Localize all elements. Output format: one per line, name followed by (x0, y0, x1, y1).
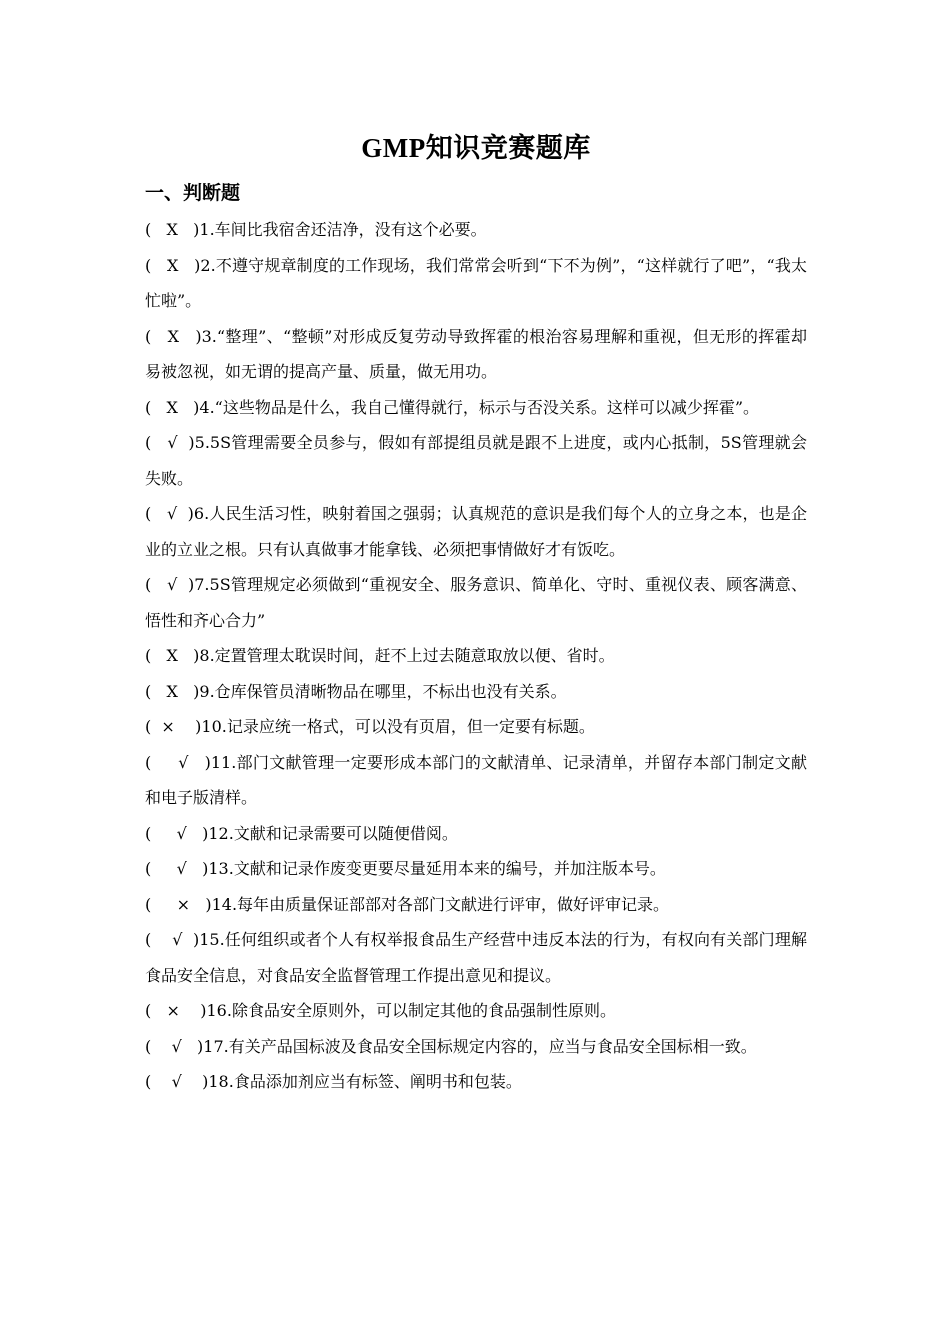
question-text: 3.“整理”、“整顿”对形成反复劳动导致挥霍的根治容易理解和重视，但无形的挥霍却易被忽视，如无谓的提高产量、质量，做无用功。 (145, 326, 807, 381)
question-item (145, 567, 807, 638)
question-text: 4.“这些物品是什么，我自己懂得就行，标示与否没关系。这样可以减少挥霍”。 (199, 397, 760, 417)
document-title: GMP知识竞赛题库 (361, 133, 591, 163)
question-item (145, 993, 807, 1029)
question-text: 7.5S管理规定必须做到“重视安全、服务意识、简单化、守时、重视仪表、顾客满意、悟性和齐心合力” (145, 575, 808, 630)
question-text: 16.除食品安全原则外，可以制定其他的食品强制性原则。 (206, 1001, 616, 1020)
question-item (145, 248, 807, 319)
question-item (145, 496, 807, 567)
answer-mark: ( X ) (145, 397, 200, 417)
question-text: 13.文献和记录作废变更要尽量延用本来的编号，并加注版本号。 (208, 859, 666, 878)
answer-mark: ( √ ) (145, 752, 211, 772)
answer-mark: ( X ) (145, 646, 200, 665)
answer-mark: ( √ ) (145, 823, 209, 843)
answer-mark: ( X ) (145, 255, 201, 275)
answer-mark: ( × ) (145, 717, 202, 736)
answer-mark: ( √ ) (145, 504, 194, 523)
question-list (145, 212, 807, 1100)
answer-mark: ( X ) (145, 681, 200, 701)
question-text: 14.每年由质量保证部部对各部门文献进行评审，做好评审记录。 (211, 894, 670, 914)
question-text: 5.5S管理需要全员参与，假如有部提组员就是跟不上进度，或内心抵制，5S管理就会失败。 (145, 433, 807, 488)
question-text: 11.部门文献管理一定要形成本部门的文献清单、记录清单，并留存本部门制定文献和电子版清样。 (145, 752, 807, 807)
answer-mark: ( √ ) (145, 1072, 209, 1091)
answer-mark: ( √ ) (145, 575, 195, 594)
question-text: 10.记录应统一格式，可以没有页眉，但一定要有标题。 (201, 717, 595, 736)
document-page (145, 128, 807, 1100)
answer-mark: ( √ ) (145, 930, 200, 949)
answer-mark: ( √ ) (145, 433, 195, 452)
question-text: 2.不遵守规章制度的工作现场，我们常常会听到“下不为例”，“这样就行了吧”，“我太忙啦”。 (145, 255, 808, 310)
answer-mark: ( X ) (145, 220, 200, 239)
question-item (145, 1029, 807, 1065)
question-text: 12.文献和记录需要可以随便借阅。 (208, 823, 458, 843)
question-item (145, 922, 807, 993)
question-text: 17.有关产品国标波及食品安全国标规定内容的，应当与食品安全国标相一致。 (203, 1036, 757, 1056)
question-item (145, 638, 807, 674)
question-item (145, 851, 807, 887)
question-text: 15.任何组织或者个人有权举报食品生产经营中违反本法的行为，有权向有关部门理解食品安全信息，对食品安全监督管理工作提出意见和提议。 (145, 930, 807, 985)
question-text: 1.车间比我宿舍还洁净，没有这个必要。 (199, 220, 487, 239)
question-text: 6.人民生活习性，映射着国之强弱；认真规范的意识是我们每个人的立身之本，也是企业的立业之根。只有认真做事才能拿钱、必须把事情做好才有饭吃。 (145, 504, 807, 559)
question-item (145, 745, 807, 816)
question-text: 8.定置管理太耽误时间，赶不上过去随意取放以便、省时。 (199, 646, 615, 665)
question-item (145, 1064, 807, 1100)
question-item (145, 319, 807, 390)
question-item (145, 390, 807, 426)
question-item (145, 887, 807, 923)
question-text: 18.食品添加剂应当有标签、阐明书和包装。 (208, 1072, 522, 1091)
answer-mark: ( × ) (145, 894, 212, 914)
question-item (145, 674, 807, 710)
question-item (145, 212, 807, 248)
question-item (145, 709, 807, 745)
answer-mark: ( √ ) (145, 859, 209, 878)
section-title: 一、判断题 (145, 182, 241, 204)
answer-mark: ( X ) (145, 326, 202, 346)
question-item (145, 816, 807, 852)
question-item (145, 425, 807, 496)
question-text: 9.仓库保管员清晰物品在哪里，不标出也没有关系。 (199, 681, 567, 701)
answer-mark: ( × ) (145, 1001, 207, 1020)
answer-mark: ( √ ) (145, 1036, 204, 1056)
